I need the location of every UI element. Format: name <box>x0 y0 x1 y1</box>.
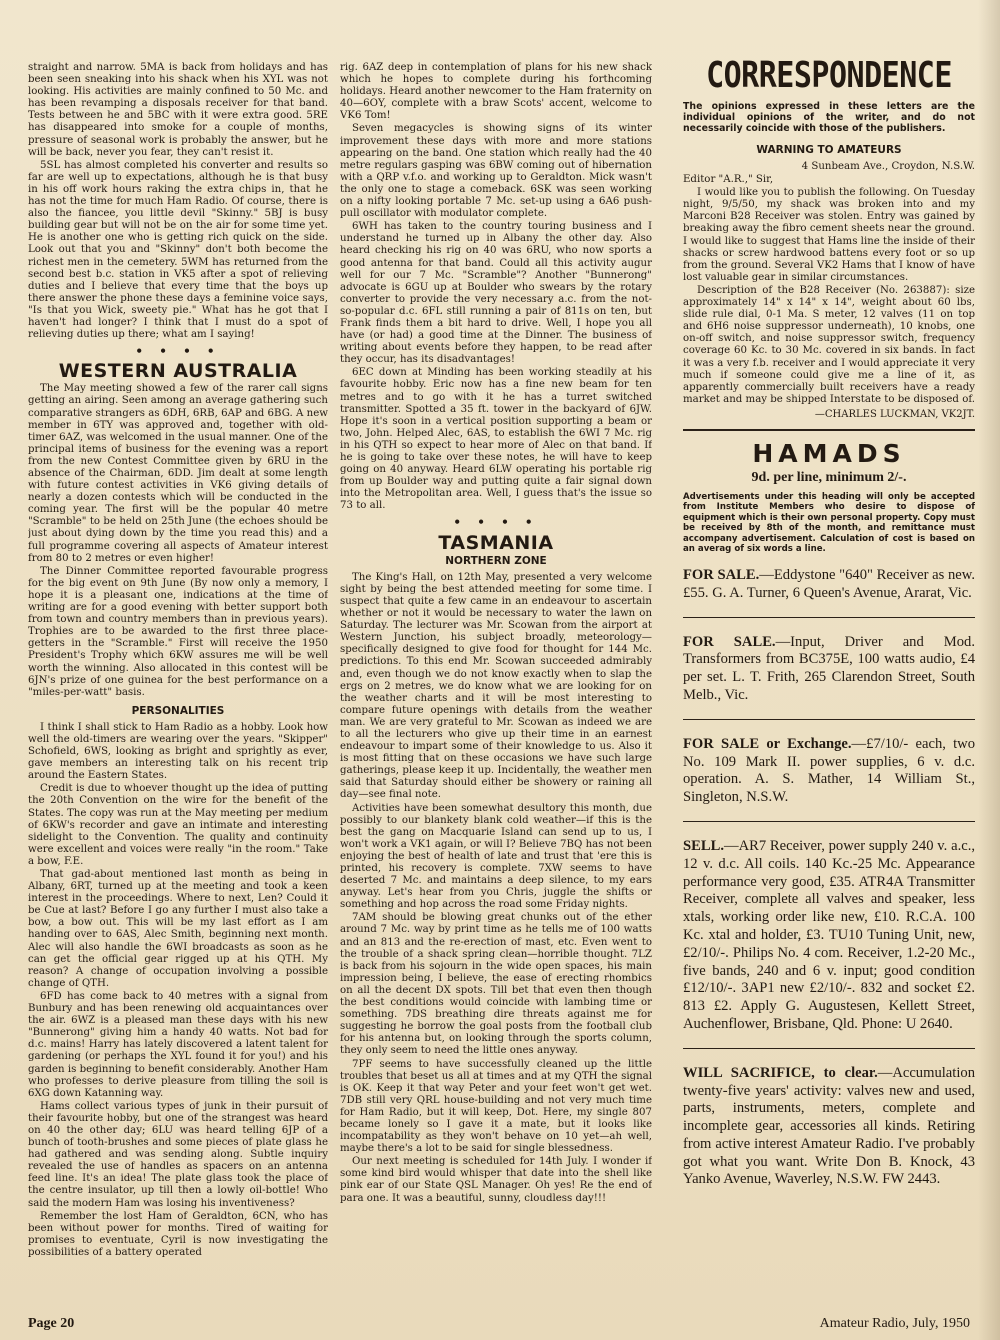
paragraph: 7PF seems to have successfully cleaned up the little troubles that beset us all at times and at my QTH the signal is OK. Keep it that way Peter and your feet won't get wet. 7DB still very QRL house-building and not very much time for Ham Radio, but it will keep, Dot. Here, my single 807 became lonely so I gave it a mate, but it looks like incompatability as they won't behave on 10 yet—ah well, maybe there's a lot to be said for single blessedness. <box>340 1058 652 1155</box>
paragraph: Remember the lost Ham of Geraldton, 6CN, who has been without power for months. Tired of waiting for promises to eventuate, Cyril is now investigating the possibilities of a battery operated <box>28 1210 328 1258</box>
page-edge-shadow <box>978 0 1000 1340</box>
ad-text: —£7/10/- each, two No. 109 Mark II. power supplies, 6 v. d.c. operation. A. S. Mather, 14 William St., Singleton, N.S.W. <box>683 735 975 806</box>
section-heading-western-australia: WESTERN AUSTRALIA <box>58 360 298 383</box>
ad-lead: WILL SACRIFICE, to clear. <box>683 1064 878 1081</box>
paragraph: Credit is due to whoever thought up the idea of putting the 20th Convention on the wire for the benefit of the States. The copy was run at the May meeting per medium of 6KW's recorder and gave an intimate and interesting sidelight to the Convention. The quality and continuity were excellent and voices were really "in the room." Take a bow, F.E. <box>28 783 328 867</box>
paragraph: The Dinner Committee reported favourable progress for the big event on 9th June (By now only a memory, I hope it is a pleasant one, indications at the time of writing are for a good evening with better support both from town and country members than in previous years). Trophies are to be awarded to the first three place-getters in the "Scramble." First will receive the 1950 President's Trophy which 6KW assures me will be well worth the winning. Also allocated in this contest will be 6JN's prize of one guinea for the best performance on a "miles-per-watt" basis. <box>28 565 328 698</box>
paragraph: I would like you to publish the following. On Tuesday night, 9/5/50, my shack was broken into and my Marconi B28 Receiver was stolen. Entry was gained by breaking away the fibro cement sheets near the ground. I would like to suggest that Hams line the inside of their shacks or screw hardwood battens every foot or so up from the ground. Several VK2 Hams that I know of have lost valuable gear in similar circumstances. <box>683 187 975 283</box>
classified-ad <box>683 634 975 705</box>
page-number: Page 20 <box>28 1316 75 1331</box>
paragraph: 7AM should be blowing great chunks out of the ether around 7 Mc. way by print time as he tells me of 100 watts and an 813 and the re-erection of mast, etc. Even went to the trouble of a shack spring clean—horrible thought. 7LZ is back from his sojourn in the wide open spaces, his main impression being, I believe, the ease of erecting rhombics on all the decent DX spots. Till bet that even then though the best conditions would coincide with lambing time or something. 7DS breathing dire threats against me for suggesting he borrow the goal posts from the football club for his antenna but, on looking through the sports column, they only seem to need the little ones anyway. <box>340 912 652 1057</box>
ad-lead: SELL. <box>683 837 724 854</box>
ad-text: —Input, Driver and Mod. Transformers from BC375E, 100 watts audio, £4 per set. L. T. Frith, 265 Clarendon Street, South Melb., Vic. <box>683 633 975 703</box>
divider <box>683 719 975 720</box>
correspondence-heading: CORRESPONDENCE <box>706 58 952 97</box>
section-divider: • • • • <box>135 344 221 359</box>
hamads-heading: HAMADS <box>752 438 906 468</box>
section-divider: • • • • <box>453 515 539 530</box>
subheading-northern-zone: NORTHERN ZONE <box>445 554 547 567</box>
ad-lead: FOR SALE or Exchange. <box>683 735 852 752</box>
letter-salutation: Editor "A.R.," Sir, <box>683 174 774 186</box>
paragraph: The King's Hall, on 12th May, presented a very welcome sight by being the best attended meeting for some time. I suspect that quite a few came in an endeavour to ascertain whether or not it would be necessary to water the lawn on Saturday. The lecturer was Mr. Scowan from the airport at Western Junction, his subject broadly, meteorology—specifically designed to give food for thought for 144 Mc. predictions. To this end Mr. Scowan succeeded admirably and, even though we do not know exactly when to slap the ergs on 2 metres, we do know what we are looking for on the weather charts and it will be most interesting to compare future openings with details from the weather man. We are very grateful to Mr. Scowan as indeed we are to all the lecturers who give up their time in an earnest endeavour to impart some of their knowledge to us. Also it is most fitting that on these occasions we have such large gatherings, please keep it up. Incidentally, the weather men said that Saturday should either be showery or raining all day—see final note. <box>340 571 652 801</box>
ad-text: —Accumulation twenty-five years' activity: valves new and used, parts, instruments, meters, complete and incomplete gear, accessories all kinds. Retiring from active interest Amateur Radio. I've probably got what you want. Write Don B. Knock, 43 Yanko Avenue, Waverley, N.S.W. FW 2443. <box>683 1064 975 1188</box>
hamads-rate: 9d. per line, minimum 2/-. <box>751 469 907 485</box>
paragraph: rig. 6AZ deep in contemplation of plans for his new shack which he hopes to complete during his forthcoming holidays. Heard another newcomer to the Ham fraternity on 40—6OY, complete with a braw Scots' accent, welcome to VK6 Tom! <box>340 62 652 122</box>
paragraph: Activities have been somewhat desultory this month, due possibly to our blankety blank cold weather—if this is the best the gang on Macquarie Island can send up to us, I won't work a VK1 again, or will I? Believe 7BQ has not been enjoying the best of health of late and trust that 'ere this is printed, his recovery is complete. 7XW seems to have deserted 7 Mc. and maintains a deep silence, to my ears anyway. Let's hear from you Chris, juggle the shifts or something and hop across the road some Friday nights. <box>340 802 652 911</box>
divider <box>683 1048 975 1049</box>
paragraph: 6EC down at Minding has been working steadily at his favourite hobby. Eric now has a fine new beam for ten metres and to go with it he has a turret switched transmitter. Spotted a 35 ft. tower in the backyard of 6JW. Hope it's soon in a vertical position supporting a beam or two, John. Helped Alec, 6AS, to establish the 6WI 7 Mc. rig in his QTH so expect to hear more of Alec on that band. If he is going to take over these notes, he will have to keep going on 40 anyway. Heard 6LW operating his portable rig from up Boulder way and putting quite a fair signal down into the Metropolitan area. Well, I guess that's the issue so 73 to all. <box>340 367 652 512</box>
subheading-personalities: PERSONALITIES <box>131 704 225 717</box>
section-heading-tasmania: TASMANIA <box>438 531 554 554</box>
ad-lead: FOR SALE. <box>683 566 760 583</box>
letter-title: WARNING TO AMATEURS <box>756 144 902 156</box>
paragraph: I think I shall stick to Ham Radio as a hobby. Look how well the old-timers are wearing over the years. "Skipper" Schofield, 6WS, looking as bright and sprightly as ever, gave members an interesting talk on his recent trip around the Eastern States. <box>28 721 328 782</box>
divider <box>683 617 975 618</box>
paragraph: 6FD has come back to 40 metres with a signal from Bunbury and has been renewing old acquaintances over the air. 6WZ is a pleased man these days with his new "Bunnerong" giving him a handy 40 watts. Not bad for d.c. mains! Harry has lately discovered a latent talent for gardening (or perhaps the XYL found it for you!) and his garden is beginning to benefit considerably. Another Ham who professes to derive pleasure from tilling the soil is 6XG down Katanning way. <box>28 990 328 1099</box>
hamads-terms: Advertisements under this heading will only be accepted from Institute Members who desire to dispose of equipment which is their own personal property. Copy must be received by 8th of the month, and remittance must accompany advertisement. Calculation of cost is based on an averag of six words a line. <box>683 491 975 555</box>
classified-ad <box>683 736 975 807</box>
letter <box>683 161 975 421</box>
classified-ad <box>683 1065 975 1190</box>
ad-text: —Eddystone "640" Receiver as new. £55. G. A. Turner, 6 Queen's Avenue, Ararat, Vic. <box>683 566 975 601</box>
ad-lead: FOR SALE. <box>683 633 776 650</box>
column-left <box>28 62 328 1297</box>
letter-signature: —CHARLES LUCKMAN, VK2JT. <box>814 408 975 420</box>
correspondence-disclaimer: The opinions expressed in these letters are the individual opinions of the writer, and do not necessarily coincide with those of the publishers. <box>683 101 975 134</box>
paragraph: That gad-about mentioned last month as being in Albany, 6RT, turned up at the meeting and took a keen interest in the proceedings. Where to next, Len? Could it be Cue at last? Before I go any further I must also take a bow, a bow out. This will be my last effort as I am handing over to 6AS, Alec Smith, beginning next month. Alec will also handle the 6WI broadcasts as soon as he can get the official gear rigged up at his QTH. My reason? A change of occupation involving a possible change of QTH. <box>28 869 328 989</box>
paragraph: Seven megacycles is showing signs of its winter improvement these days with more and more stations appearing on the band. One station which really had the 40 metre regulars gasping was 6BW coming out of hibernation with a QRP v.f.o. and working up to Geraldton. Mick wasn't the only one to stage a comeback. 6SK was seen working on a nifty looking portable 7 Mc. set-up using a 6A6 push-pull oscillator with modulator complete. <box>340 123 652 220</box>
divider <box>683 821 975 822</box>
paragraph: Our next meeting is scheduled for 14th July. I wonder if some kind bird would whisper that date into the shell like pink ear of our State QSL Manager. Oh yes! Re the end of para one. It was a beautiful, sunny, cloudless day!!! <box>340 1156 652 1204</box>
paragraph: 6WH has taken to the country touring business and I understand he turned up in Albany the other day. Also heard checking his rig on 40 was 6RU, who now sports a good antenna for that band. Could all this activity augur well for our 7 Mc. "Scramble"? Another "Bunnerong" advocate is 6GU up at Boulder who swears by the rotary converter to provide the very necessary a.c. from the not-so-popular d.c. 6FL still running a pair of 811s on ten, but Frank finds them a bit hard to drive. Well, I hope you all have (or had) a good time at the Dinner. The business of writing about events before they happen, to be read after they occur, has its disadvantages! <box>340 221 652 366</box>
classified-ad <box>683 567 975 603</box>
paragraph: Description of the B28 Receiver (No. 263887): size approximately 14" x 14" x 14", weight about 60 lbs, slide rule dial, 0-1 Ma. S meter, 12 valves (11 on top and 6H6 noise suppressor underneath), 10 knobs, one on-off switch, and noise suppressor switch, frequency coverage 60 Kc. to 30 Mc. covered in six bands. In fact it was a very f.b. receiver and I would appreciate it very much if someone could give me a line of it, as apparently commercially built receivers have a ready market and may be shipped Interstate to be disposed of. <box>683 284 975 405</box>
classified-ad <box>683 838 975 1034</box>
divider <box>683 429 975 431</box>
paragraph: 5SL has almost completed his converter and results so far are well up to expectations, although he is that busy in his off work hours raking the extra chips in, that he has not the time for much Ham Radio. Of course, there is also the fiancee, you little devil "Skinny." 5BJ is busy building gear but will not be on the air for some time yet. He is another one who is getting rich quick on the side. Look out that you and "Skinny" don't both become the richest men in the cemetery. 5WM has returned from the second best b.c. station in VK5 after a spot of relieving duties and I believe that every time that the boys up there answer the phone these days a feminine voice says, "Is that you Wick, sweety pie." What has he got that I haven't had longer? I think that I must do a spot of relieving duties up there; what am I saying! <box>28 159 328 341</box>
paragraph: Hams collect various types of junk in their pursuit of their favourite hobby, but one of the strangest was heard on 40 the other day; 6LU was heard telling 6JP of a bunch of tooth-brushes and some pieces of plate glass he had gathered and was sending along. Subtle inquiry revealed the use of handles as spacers on an antenna feed line. It's an idea! The plate glass took the place of the centre insulator, up till then a lowly oil-bottle! Who said the modern Ham was losing his inventiveness? <box>28 1100 328 1209</box>
publication-footer: Amateur Radio, July, 1950 <box>819 1316 970 1331</box>
ad-text: —AR7 Receiver, power supply 240 v. a.c., 12 v. d.c. All coils. 140 Kc.-25 Mc. Appearance performance very good, £35. ATR4A Transmitter Receiver, complete all valves and speaker, less xtals, working order like new, £10. R.C.A. 100 Kc. xtal and holder, £3. TU10 Tuning Unit, new, £2/10/-. Philips No. 4 com. Receiver, 1.2-20 Mc., five bands, 240 and 6 v. input; good condition £12/10/-. 3AP1 new £2/10/-. 832 and socket £2. 813 £2. Apply G. Augustesen, Kellett Street, Auchenflower, Brisbane, Qld. Phone: U 2640. <box>683 837 975 1032</box>
paragraph: straight and narrow. 5MA is back from holidays and has been seen sneaking into his shack when his XYL was not looking. His activities are mainly confined to 50 Mc. and has been revamping a disposals receiver for that band. Tests between he and 5BC with it were extra good. 5RE has disappeared into smoke for a couple of months, pressure of seasonal work is probably the answer, but he will be back, never you fear, they can't resist it. <box>28 62 328 158</box>
column-right <box>683 58 975 1303</box>
column-middle <box>340 62 652 1297</box>
paragraph: The May meeting showed a few of the rarer call signs getting an airing. Seen among an average gathering such comparative strangers as 6DH, 6RB, 6AP and 6BG. A new member in 6TY was approved and, together with old-timer 6AZ, was welcomed in the usual manner. One of the principal items of business for the evening was a report from the new Contest Committee given by 6RU in the absence of the Chairman, 6DD. Jim dealt at some length with future contest activities in VK6 giving details of nearly a dozen contests which will be conducted in the coming year. The first will be the popular 40 metre "Scramble" to be held on 25th June (the echoes should be just about dying down by the time you read this) and a full programme covering all aspects of Amateur interest from 80 to 2 metres or even higher! <box>28 383 328 564</box>
letter-address: 4 Sunbeam Ave., Croydon, N.S.W. <box>801 161 975 172</box>
